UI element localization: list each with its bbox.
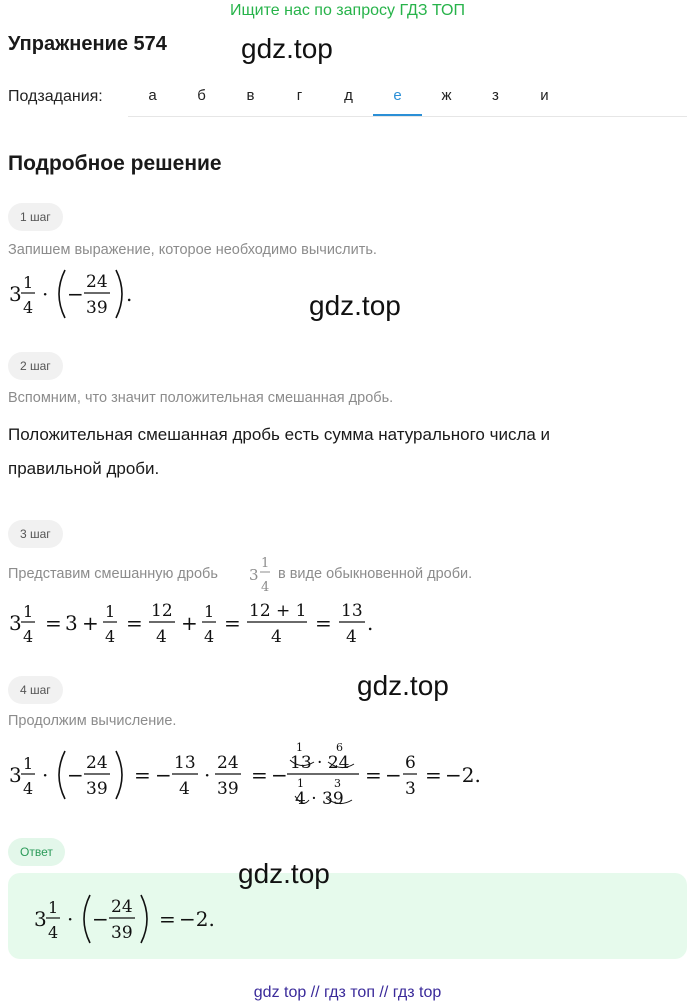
svg-text:13: 13 bbox=[341, 601, 363, 621]
step-4-badge: 4 шаг bbox=[8, 676, 63, 704]
svg-text:4: 4 bbox=[48, 923, 59, 942]
svg-text:3: 3 bbox=[34, 907, 47, 931]
svg-text:39: 39 bbox=[86, 298, 108, 318]
svg-text:−: − bbox=[155, 763, 172, 787]
tab-zh[interactable]: ж bbox=[441, 87, 452, 104]
svg-text:3: 3 bbox=[9, 763, 22, 787]
svg-text:=: = bbox=[134, 763, 151, 787]
promo-banner[interactable]: Ищите нас по запросу ГДЗ ТОП bbox=[230, 2, 465, 19]
svg-text:·: · bbox=[204, 763, 211, 787]
svg-text:3: 3 bbox=[9, 282, 22, 306]
svg-text:·: · bbox=[42, 282, 49, 306]
step-2-badge: 2 шаг bbox=[8, 352, 63, 380]
step-2-text-line2: правильной дроби. bbox=[8, 459, 160, 478]
svg-text:=: = bbox=[159, 907, 176, 931]
svg-text:1: 1 bbox=[23, 754, 34, 773]
svg-text:24: 24 bbox=[217, 753, 239, 773]
step-1-note: Запишем выражение, которое необходимо вычислить. bbox=[8, 242, 377, 258]
svg-text:4: 4 bbox=[23, 627, 34, 646]
svg-text:39: 39 bbox=[111, 923, 133, 943]
tab-a[interactable]: а bbox=[148, 87, 157, 104]
svg-text:−: − bbox=[67, 282, 84, 306]
svg-text:24: 24 bbox=[86, 272, 108, 292]
svg-text:=: = bbox=[126, 611, 143, 635]
svg-text:13: 13 bbox=[174, 753, 196, 773]
svg-text:−: − bbox=[92, 907, 109, 931]
svg-text:3: 3 bbox=[405, 779, 416, 799]
tab-d[interactable]: д bbox=[344, 87, 353, 104]
svg-text:+: + bbox=[82, 611, 99, 635]
solution-heading: Подробное решение bbox=[8, 152, 222, 175]
svg-text:4 · 39: 4 · 39 bbox=[295, 789, 344, 809]
svg-text:6: 6 bbox=[336, 741, 343, 754]
svg-text:3: 3 bbox=[249, 566, 259, 584]
svg-text:1: 1 bbox=[204, 602, 215, 621]
tab-e[interactable]: е bbox=[373, 76, 422, 116]
svg-text:3: 3 bbox=[9, 611, 22, 635]
svg-text:6: 6 bbox=[405, 753, 416, 773]
svg-text:·: · bbox=[42, 763, 49, 787]
step-3-expression bbox=[5, 596, 385, 652]
watermark: gdz.top bbox=[357, 670, 449, 701]
page-title: Упражнение 574 bbox=[8, 33, 167, 55]
svg-text:.: . bbox=[367, 611, 374, 635]
svg-text:4: 4 bbox=[179, 779, 190, 799]
svg-text:=: = bbox=[365, 763, 382, 787]
svg-text:4: 4 bbox=[105, 627, 116, 646]
step-3-inline-fraction bbox=[246, 551, 278, 597]
tab-g[interactable]: г bbox=[296, 87, 303, 104]
svg-text:−: − bbox=[67, 763, 84, 787]
svg-text:4: 4 bbox=[204, 627, 215, 646]
svg-text:=: = bbox=[425, 763, 442, 787]
svg-text:4: 4 bbox=[271, 627, 282, 647]
watermark: gdz.top bbox=[241, 33, 333, 64]
svg-text:1: 1 bbox=[105, 602, 116, 621]
subtask-tabs bbox=[128, 76, 687, 117]
step-3-note-before: Представим смешанную дробь bbox=[8, 566, 218, 582]
step-2-text-line1: Положительная смешанная дробь есть сумма натурального числа и bbox=[8, 425, 551, 444]
svg-text:1: 1 bbox=[23, 602, 34, 621]
svg-text:=: = bbox=[251, 763, 268, 787]
svg-text:12: 12 bbox=[151, 601, 173, 621]
subtasks-label: Подзадания: bbox=[8, 88, 103, 105]
step-3-note-after: в виде обыкновенной дроби. bbox=[278, 566, 473, 582]
svg-text:4: 4 bbox=[23, 779, 34, 798]
svg-text:1: 1 bbox=[261, 556, 270, 571]
svg-text:−2.: −2. bbox=[445, 763, 481, 787]
step-1-badge: 1 шаг bbox=[8, 203, 63, 231]
step-4-expression bbox=[5, 736, 495, 822]
svg-text:4: 4 bbox=[261, 580, 270, 595]
watermark: gdz.top bbox=[309, 290, 401, 321]
svg-text:39: 39 bbox=[86, 779, 108, 799]
svg-text:1: 1 bbox=[297, 777, 304, 790]
svg-text:39: 39 bbox=[217, 779, 239, 799]
svg-text:12 + 1: 12 + 1 bbox=[249, 601, 307, 621]
svg-text:1: 1 bbox=[296, 741, 303, 754]
step-2-note: Вспомним, что значит положительная смешанная дробь. bbox=[8, 390, 394, 406]
svg-text:4: 4 bbox=[156, 627, 167, 647]
svg-text:3: 3 bbox=[65, 611, 78, 635]
svg-text:4: 4 bbox=[23, 298, 34, 317]
step-3-badge: 3 шаг bbox=[8, 520, 63, 548]
svg-text:4: 4 bbox=[346, 627, 357, 647]
answer-badge: Ответ bbox=[8, 838, 65, 866]
svg-text:1: 1 bbox=[48, 898, 59, 917]
svg-text:.: . bbox=[126, 282, 133, 306]
tab-z[interactable]: з bbox=[492, 87, 499, 104]
watermark: gdz.top bbox=[238, 858, 330, 889]
footer-links[interactable]: gdz top // гдз топ // гдз top bbox=[253, 984, 442, 1001]
step-1-expression bbox=[5, 264, 145, 324]
svg-text:24: 24 bbox=[86, 753, 108, 773]
svg-text:13 · 24: 13 · 24 bbox=[290, 753, 350, 773]
answer-expression bbox=[30, 889, 230, 949]
tab-b[interactable]: б bbox=[197, 87, 206, 104]
svg-text:3: 3 bbox=[334, 777, 341, 790]
svg-text:1: 1 bbox=[23, 273, 34, 292]
svg-text:=: = bbox=[224, 611, 241, 635]
svg-text:−: − bbox=[271, 763, 288, 787]
svg-text:24: 24 bbox=[111, 897, 133, 917]
tab-i[interactable]: и bbox=[540, 87, 549, 104]
svg-text:−2.: −2. bbox=[179, 907, 215, 931]
step-4-note: Продолжим вычисление. bbox=[8, 713, 177, 729]
svg-text:+: + bbox=[181, 611, 198, 635]
svg-text:·: · bbox=[67, 907, 74, 931]
tab-v[interactable]: в bbox=[246, 87, 255, 104]
svg-text:−: − bbox=[385, 763, 402, 787]
svg-text:=: = bbox=[45, 611, 62, 635]
svg-text:=: = bbox=[315, 611, 332, 635]
